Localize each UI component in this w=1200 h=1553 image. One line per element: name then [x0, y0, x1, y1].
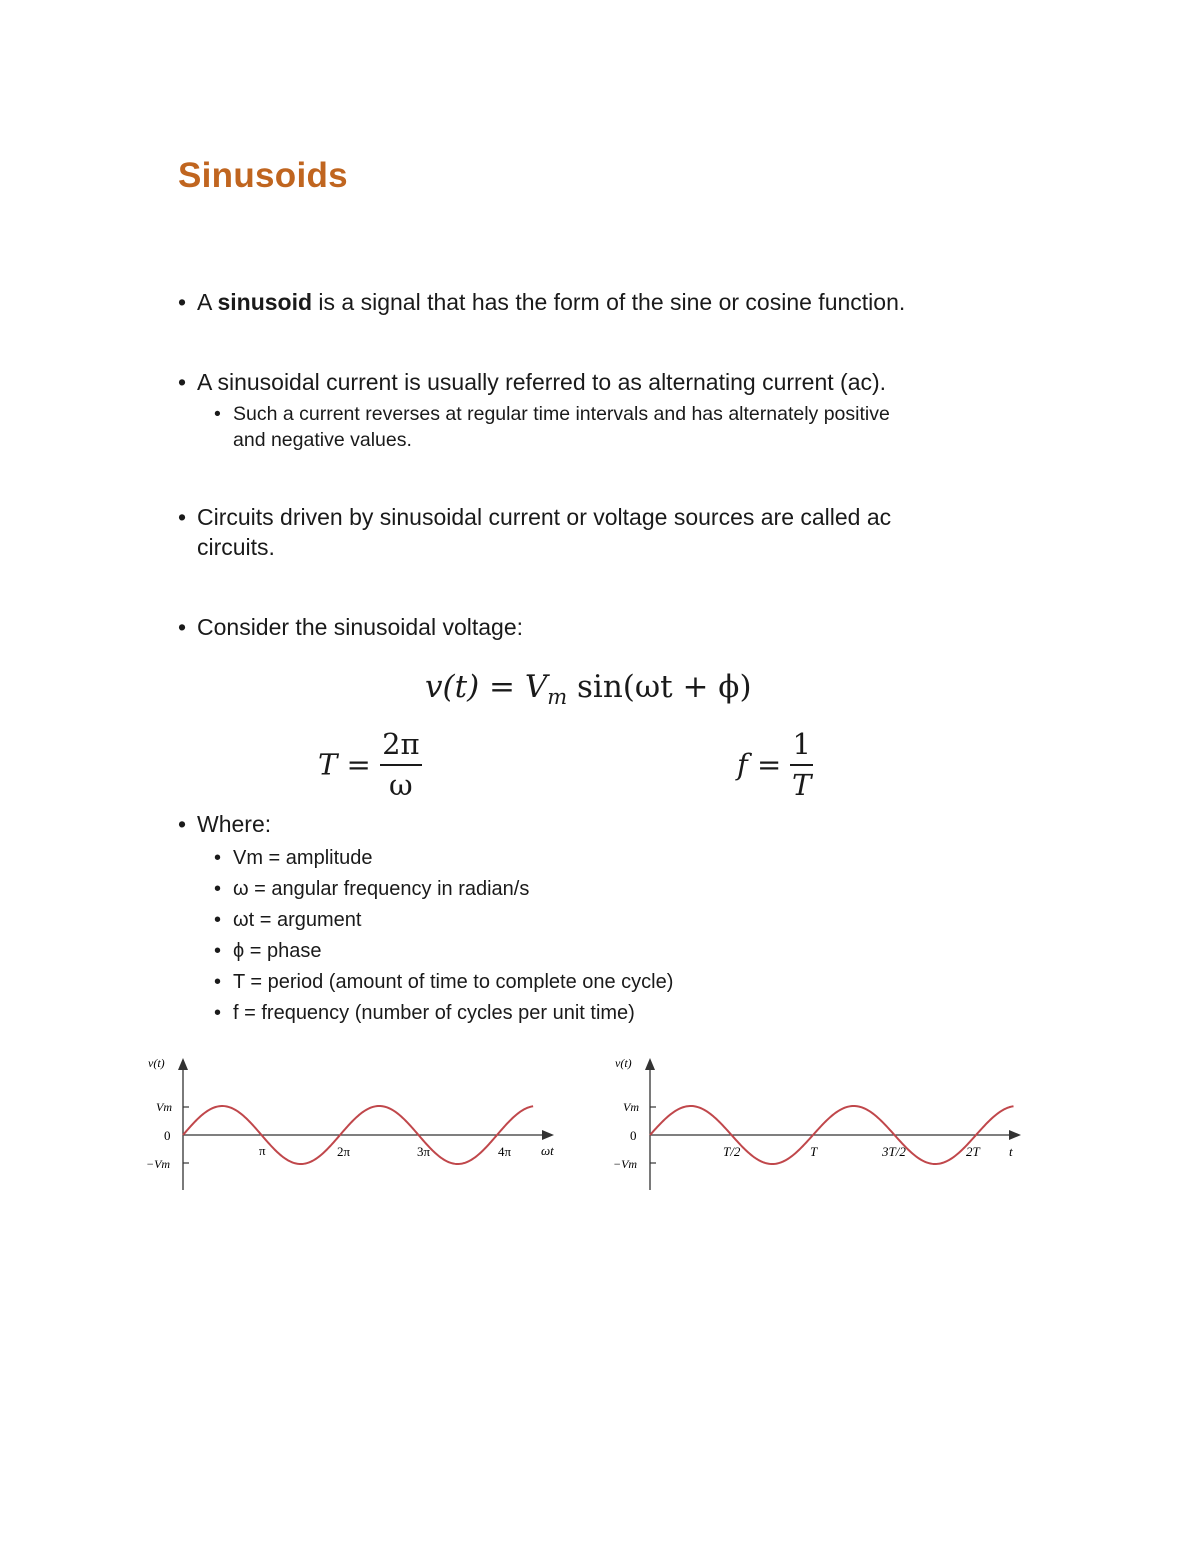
page-title: Sinusoids [178, 156, 348, 195]
bullet-dot: • [178, 504, 187, 530]
x-axis-label: t [1009, 1144, 1013, 1159]
x-axis-arrow [1009, 1130, 1021, 1140]
bullet-consider-voltage: • Consider the sinusoidal voltage: [178, 614, 524, 640]
sine-plot-omega-t [140, 1050, 570, 1195]
x-tick-label-3pi: 3π [417, 1144, 431, 1159]
x-tick-label-3t-half: 3T/2 [882, 1144, 906, 1159]
sine-plot-time [605, 1050, 1035, 1195]
x-tick-label-4pi: 4π [498, 1144, 512, 1159]
y-tick-label-vm: Vm [623, 1100, 639, 1114]
y-axis-arrow [178, 1058, 188, 1070]
bullet-dot: • [178, 369, 187, 395]
y-tick-label-zero: 0 [630, 1128, 637, 1143]
y-axis-arrow [645, 1058, 655, 1070]
y-tick-label-neg-vm: −Vm [146, 1157, 171, 1171]
bullet-dot: • [178, 289, 187, 315]
bold-term-sinusoid: sinusoid [217, 289, 313, 315]
list-item: • T = period (amount of time to complete one cycle) [214, 971, 674, 993]
bullet-ac-circuits: • Circuits driven by sinusoidal current or voltage sources are called ac circuits. [178, 504, 892, 560]
y-tick-label-vm: Vm [156, 1100, 172, 1114]
x-tick-label-t: T [810, 1144, 818, 1159]
equation-frequency: f = $\frac{1}{T}$ [737, 727, 812, 802]
x-tick-label-half-t: T/2 [723, 1144, 741, 1159]
list-item: • f = frequency (number of cycles per unit time) [214, 1002, 635, 1024]
bullet-sinusoid-definition: • A sinusoid is a signal that has the form of the sine or cosine function. [178, 289, 906, 315]
list-item: • ϕ = phase [214, 940, 322, 962]
x-tick-label-2pi: 2π [337, 1144, 351, 1159]
x-axis-label: ωt [541, 1143, 554, 1158]
fraction: $\frac{2\pi}{\omega}$ [382, 727, 420, 802]
y-tick-label-neg-vm: −Vm [613, 1157, 638, 1171]
list-item: • Vm = amplitude [214, 847, 373, 869]
list-item: • ωt = argument [214, 909, 362, 931]
y-tick-label-zero: 0 [164, 1128, 171, 1143]
bullet-dot: • [214, 403, 221, 425]
where-list [214, 843, 673, 1029]
equation-period: T = $\frac{2\pi}{\omega}$ [318, 727, 420, 802]
list-item: • ω = angular frequency in radian/s [214, 878, 530, 900]
sub-bullet-current-reverses: • Such a current reverses at regular time intervals and has alternately positive and negative values. [214, 403, 890, 451]
x-tick-label-pi: π [259, 1143, 266, 1158]
y-axis-label: v(t) [615, 1056, 632, 1070]
fraction: $\frac{1}{T}$ [792, 727, 812, 802]
equation-voltage: $v(t) = V_m$ sin(ωt + ϕ) [425, 669, 752, 710]
x-tick-label-2t: 2T [966, 1144, 980, 1159]
bullet-where: • Where: [178, 811, 272, 837]
bullet-dot: • [178, 811, 187, 837]
x-axis-arrow [542, 1130, 554, 1140]
bullet-alternating-current: • A sinusoidal current is usually referred to as alternating current (ac). [178, 369, 887, 395]
bullet-dot: • [178, 614, 187, 640]
y-axis-label: v(t) [148, 1056, 165, 1070]
